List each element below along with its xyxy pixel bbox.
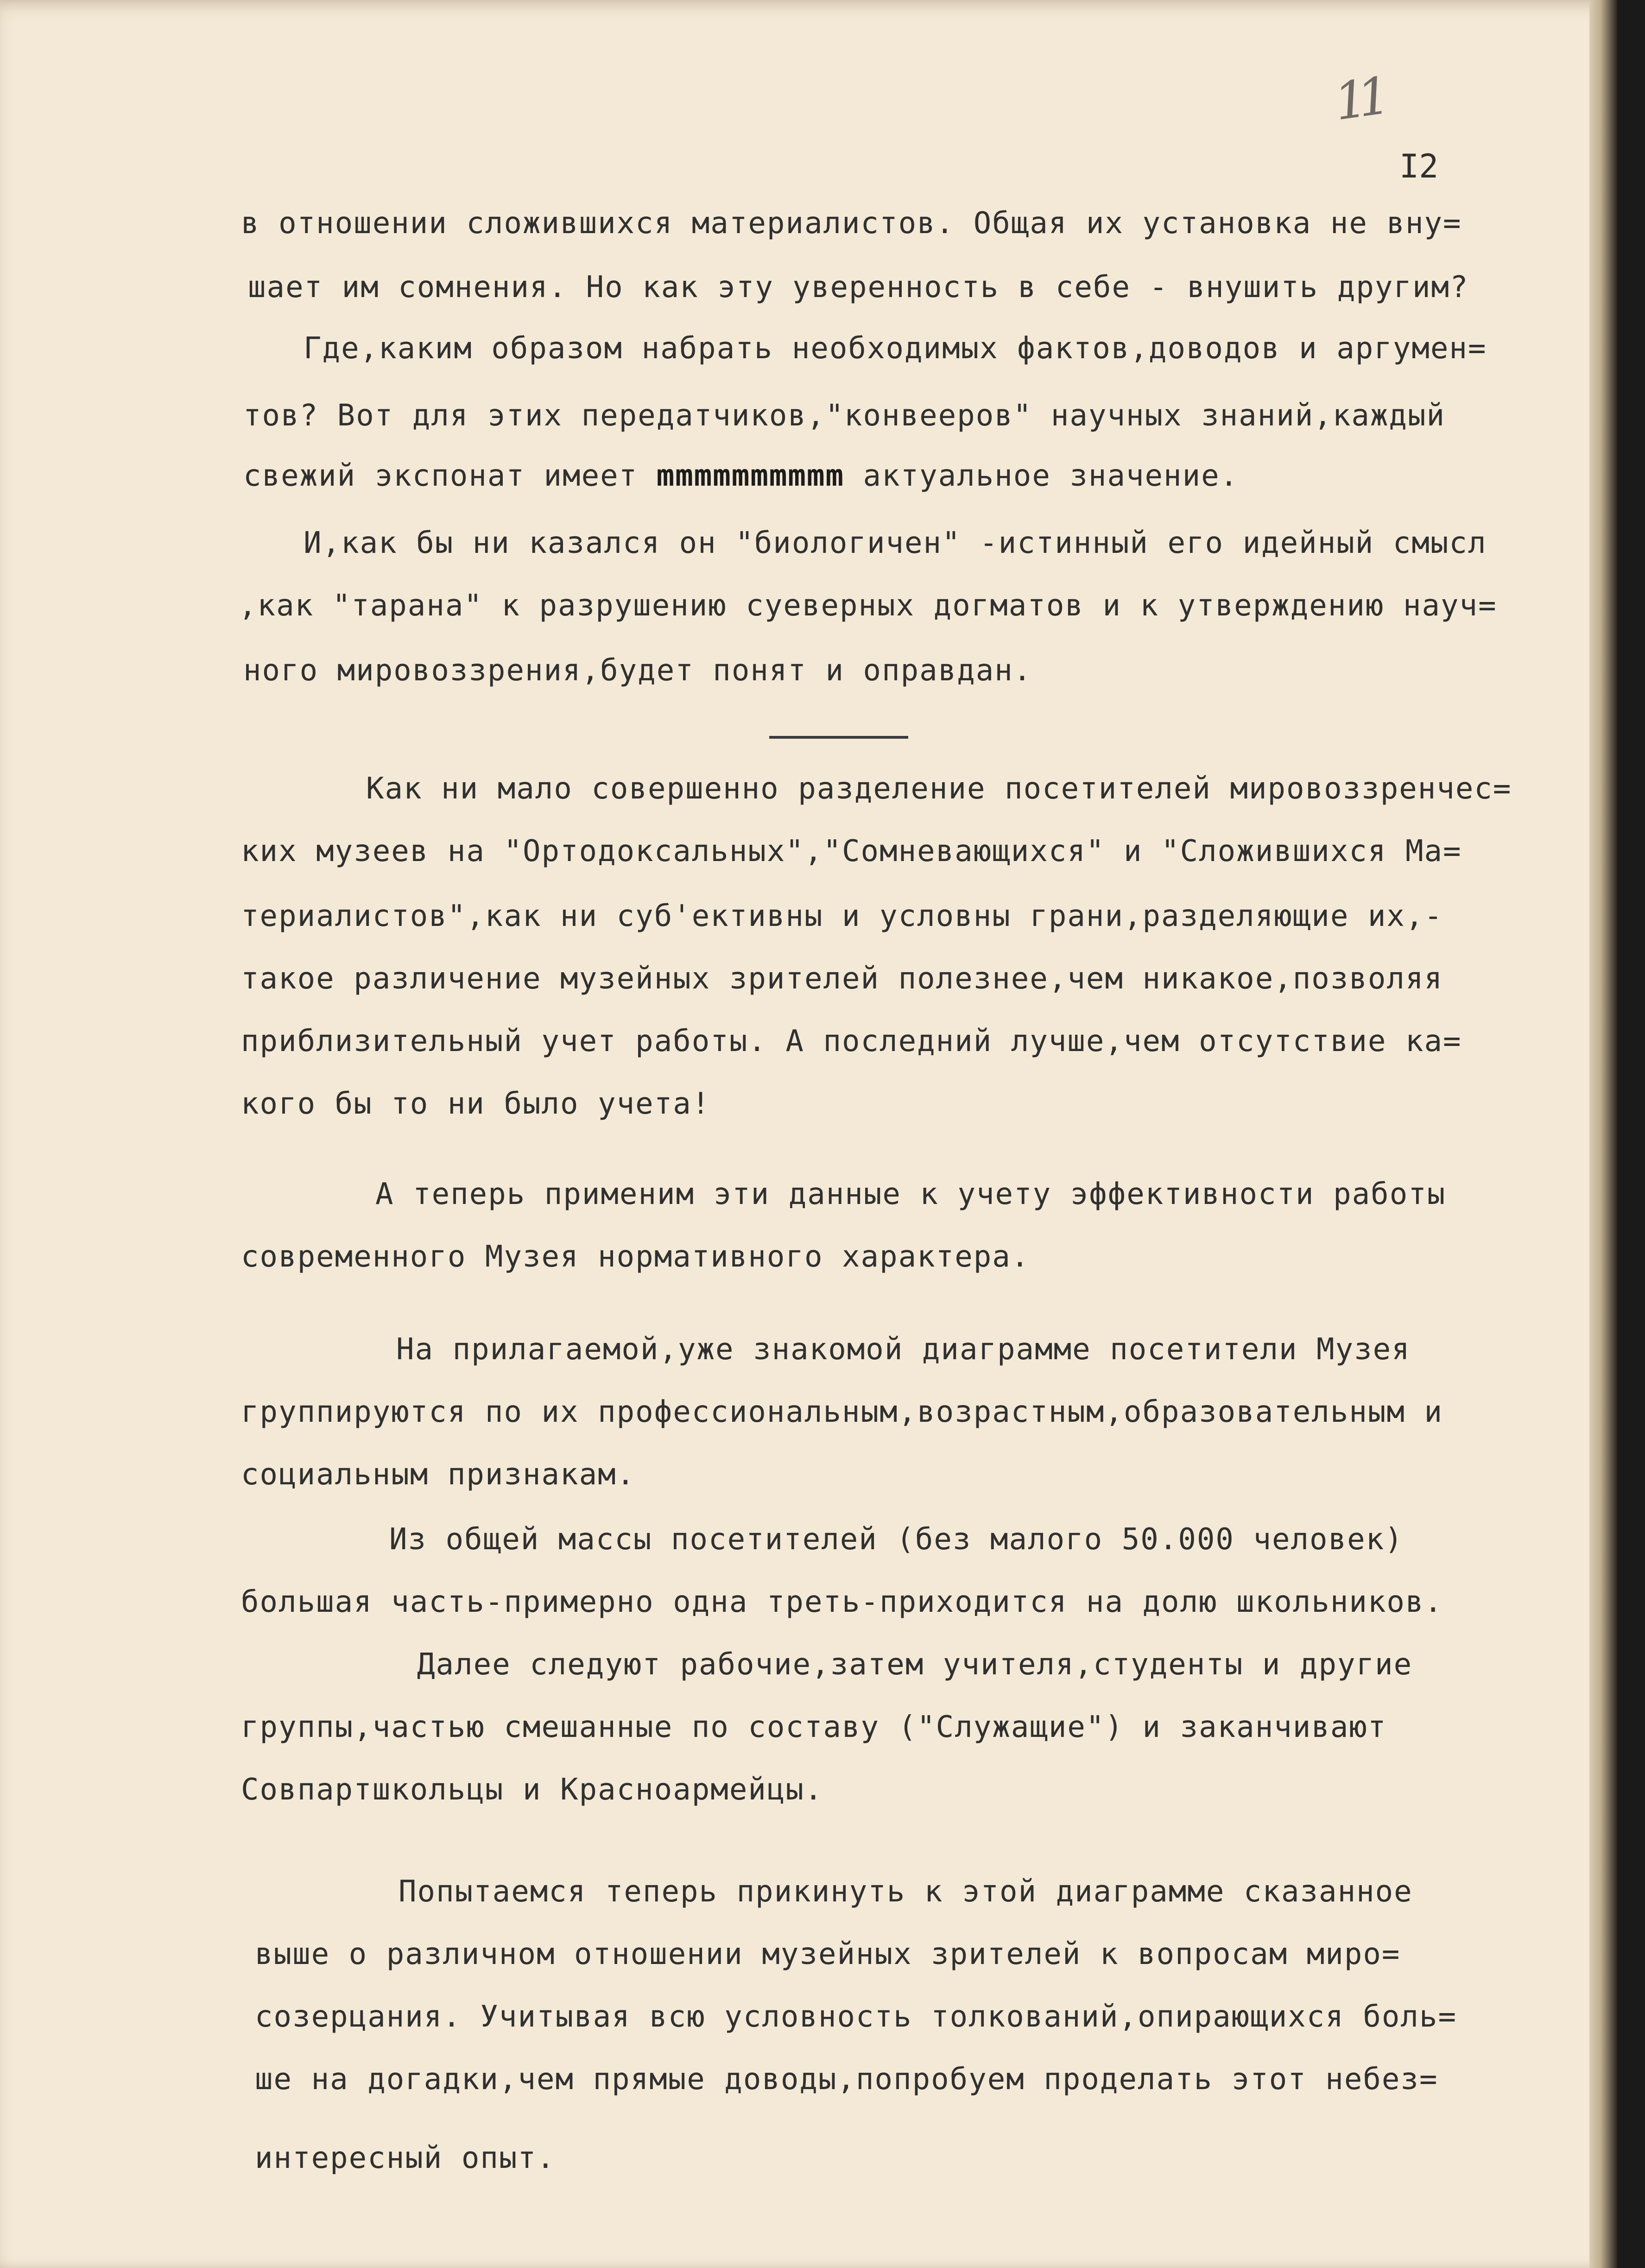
text-line: группы,частью смешанные по составу ("Служащие") и заканчивают xyxy=(241,1710,1387,1744)
text-line: И,как бы ни казался он "биологичен" -истинный его идейный смысл xyxy=(304,526,1487,560)
text-line: тов? Вот для этих передатчиков,"конвееров" научных знаний,каждый xyxy=(243,399,1445,433)
text-line: современного Музея нормативного характера. xyxy=(241,1240,1030,1274)
text-line: созерцания. Учитывая всю условность толкований,опирающихся боль= xyxy=(255,2000,1457,2034)
text-line: такое различение музейных зрителей полезнее,чем никакое,позволяя xyxy=(241,962,1443,996)
text-line: териалистов",как ни суб'ективны и условны грани,разделяющие их,- xyxy=(241,899,1443,933)
text-line: социальным признакам. xyxy=(241,1457,636,1492)
text-line: ких музеев на "Ортодоксальных","Сомневающихся" и "Сложившихся Ма= xyxy=(241,834,1462,868)
section-separator xyxy=(769,736,908,739)
text-line: Где,каким образом набрать необходимых фактов,доводов и аргумен= xyxy=(304,331,1487,366)
text-line: группируются по их профессиональным,возрастным,образовательным и xyxy=(241,1395,1443,1429)
text-line: На прилагаемой,уже знакомой диаграмме посетители Музея xyxy=(396,1332,1411,1367)
text-line: ,как "тарана" к разрушению суеверных догматов и к утверждению науч= xyxy=(239,589,1497,623)
text-segment: актуальное значение. xyxy=(863,459,1239,493)
text-line: ше на догадки,чем прямые доводы,попробуем проделать этот небез= xyxy=(255,2062,1438,2097)
typed-over-strikeout: mmmmmmmmmm xyxy=(656,459,844,493)
text-line: в отношении сложившихся материалистов. Общая их установка не вну= xyxy=(241,206,1462,241)
text-line xyxy=(243,461,1239,491)
text-line: ного мировоззрения,будет понят и оправдан. xyxy=(243,653,1032,688)
text-line: интересный опыт. xyxy=(255,2141,556,2175)
text-line: шает им сомнения. Но как эту уверенность в себе - внушить другим? xyxy=(248,270,1469,304)
text-line: Как ни мало совершенно разделение посетителей мировоззренчес= xyxy=(366,772,1512,806)
text-line: Из общей массы посетителей (без малого 50.000 человек) xyxy=(389,1522,1404,1557)
text-line: Попытаемся теперь прикинуть к этой диаграмме сказанное xyxy=(399,1875,1413,1909)
text-line: Совпартшкольцы и Красноармейцы. xyxy=(241,1773,823,1807)
text-segment: свежий экспонат имеет xyxy=(243,459,638,493)
text-line: А теперь применим эти данные к учету эффективности работы xyxy=(375,1177,1446,1211)
text-line: кого бы то ни было учета! xyxy=(241,1087,711,1121)
text-line: приблизительный учет работы. А последний лучше,чем отсутствие ка= xyxy=(241,1024,1462,1058)
page-number: I2 xyxy=(1399,147,1439,185)
page-edge-shadow xyxy=(1589,0,1617,2268)
text-line: большая часть-примерно одна треть-приходится на долю школьников. xyxy=(241,1585,1443,1619)
text-line: Далее следуют рабочие,затем учителя,студенты и другие xyxy=(417,1647,1413,1682)
text-line: выше о различном отношении музейных зрителей к вопросам миро= xyxy=(255,1937,1401,1971)
handwritten-folio-mark: 11 xyxy=(1330,66,1385,132)
